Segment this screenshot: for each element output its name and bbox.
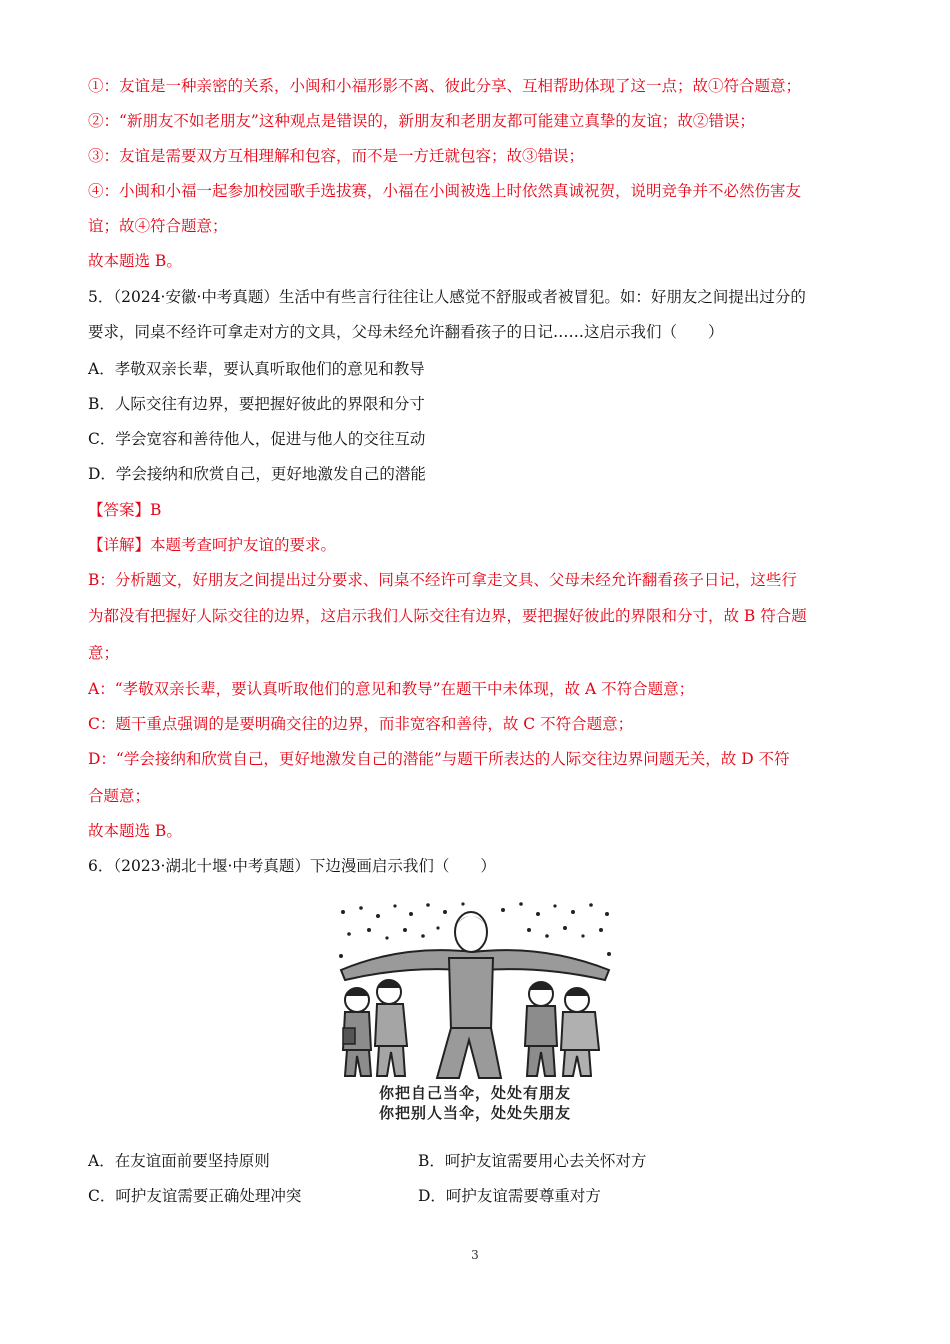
right-friends bbox=[525, 982, 599, 1076]
q6-option-b: B．呵护友谊需要用心去关怀对方 bbox=[418, 1152, 647, 1170]
detail-intro: 本题考查呵护友谊的要求。 bbox=[150, 536, 337, 554]
analysis-line-2: ②：“新朋友不如老朋友”这种观点是错误的，新朋友和老朋友都可能建立真挚的友谊；故②错误； bbox=[88, 112, 755, 130]
left-friends bbox=[343, 980, 407, 1076]
q5-explain-b-2: 为都没有把握好人际交往的边界，这启示我们人际交往有边界，要把握好彼此的界限和分寸，故 B 符合题 bbox=[88, 607, 807, 625]
analysis-line-4b: 谊；故④符合题意； bbox=[88, 217, 228, 235]
q5-option-b: B．人际交往有边界，要把握好彼此的界限和分寸 bbox=[88, 395, 425, 413]
q6-option-c: C．呵护友谊需要正确处理冲突 bbox=[88, 1187, 302, 1205]
q5-stem-line-2: 要求，同桌不经许可拿走对方的文具，父母未经允许翻看孩子的日记……这启示我们（ ） bbox=[88, 323, 724, 341]
answer-tag: 【答案】 bbox=[88, 501, 151, 519]
analysis-line-4a: ④：小闽和小福一起参加校园歌手选拔赛，小福在小闽被选上时依然真诚祝贺，说明竞争并不必然伤害友 bbox=[88, 182, 802, 200]
q5-explain-c: C：题干重点强调的是要明确交往的边界，而非宽容和善待，故 C 不符合题意； bbox=[88, 715, 634, 733]
comic-illustration bbox=[333, 900, 617, 1126]
q5-explain-d-1: D：“学会接纳和欣赏自己，更好地激发自己的潜能”与题干所表达的人际交往边界问题无关，故 D 不符 bbox=[88, 750, 790, 768]
analysis-line-3: ③：友谊是需要双方互相理解和包容，而不是一方迁就包容；故③错误； bbox=[88, 147, 585, 165]
q5-option-a: A．孝敬双亲长辈，要认真听取他们的意见和教导 bbox=[88, 360, 425, 378]
q6-option-a: A．在友谊面前要坚持原则 bbox=[88, 1152, 270, 1170]
comic-caption-2: 你把别人当伞，处处失朋友 bbox=[378, 1104, 571, 1122]
q5-explain-b-1: B：分析题文，好朋友之间提出过分要求、同桌不经许可拿走文具、父母未经允许翻看孩子日记，这些行 bbox=[88, 571, 797, 589]
q5-stem-line-1: 5．（2024·安徽·中考真题）生活中有些言行往往让人感觉不舒服或者被冒犯。如：好朋友之间提出过分的 bbox=[88, 288, 806, 306]
page-number: 3 bbox=[471, 1248, 479, 1262]
q5-conclusion: 故本题选 B。 bbox=[88, 822, 182, 840]
answer-value: B bbox=[150, 501, 162, 519]
analysis-line-1: ①：友谊是一种亲密的关系，小闽和小福形影不离、彼此分享、互相帮助体现了这一点；故①符合题意； bbox=[88, 77, 802, 95]
q6-option-d: D．呵护友谊需要尊重对方 bbox=[418, 1187, 601, 1205]
comic-drawing bbox=[333, 900, 617, 1080]
q6-stem: 6．（2023·湖北十堰·中考真题）下边漫画启示我们（ ） bbox=[88, 857, 496, 875]
q5-option-d: D．学会接纳和欣赏自己，更好地激发自己的潜能 bbox=[88, 465, 426, 483]
q5-option-c: C．学会宽容和善待他人，促进与他人的交往互动 bbox=[88, 430, 426, 448]
q5-explain-a: A：“孝敬双亲长辈，要认真听取他们的意见和教导”在题干中未体现，故 A 不符合题意； bbox=[88, 680, 695, 698]
q5-answer bbox=[88, 500, 868, 520]
detail-tag: 【详解】 bbox=[88, 536, 151, 554]
q5-explain-d-2: 合题意； bbox=[88, 787, 151, 805]
q5-detail bbox=[88, 535, 868, 555]
analysis-conclusion: 故本题选 B。 bbox=[88, 252, 182, 270]
comic-caption-1: 你把自己当伞，处处有朋友 bbox=[378, 1084, 571, 1102]
q5-explain-b-3: 意； bbox=[88, 644, 120, 662]
